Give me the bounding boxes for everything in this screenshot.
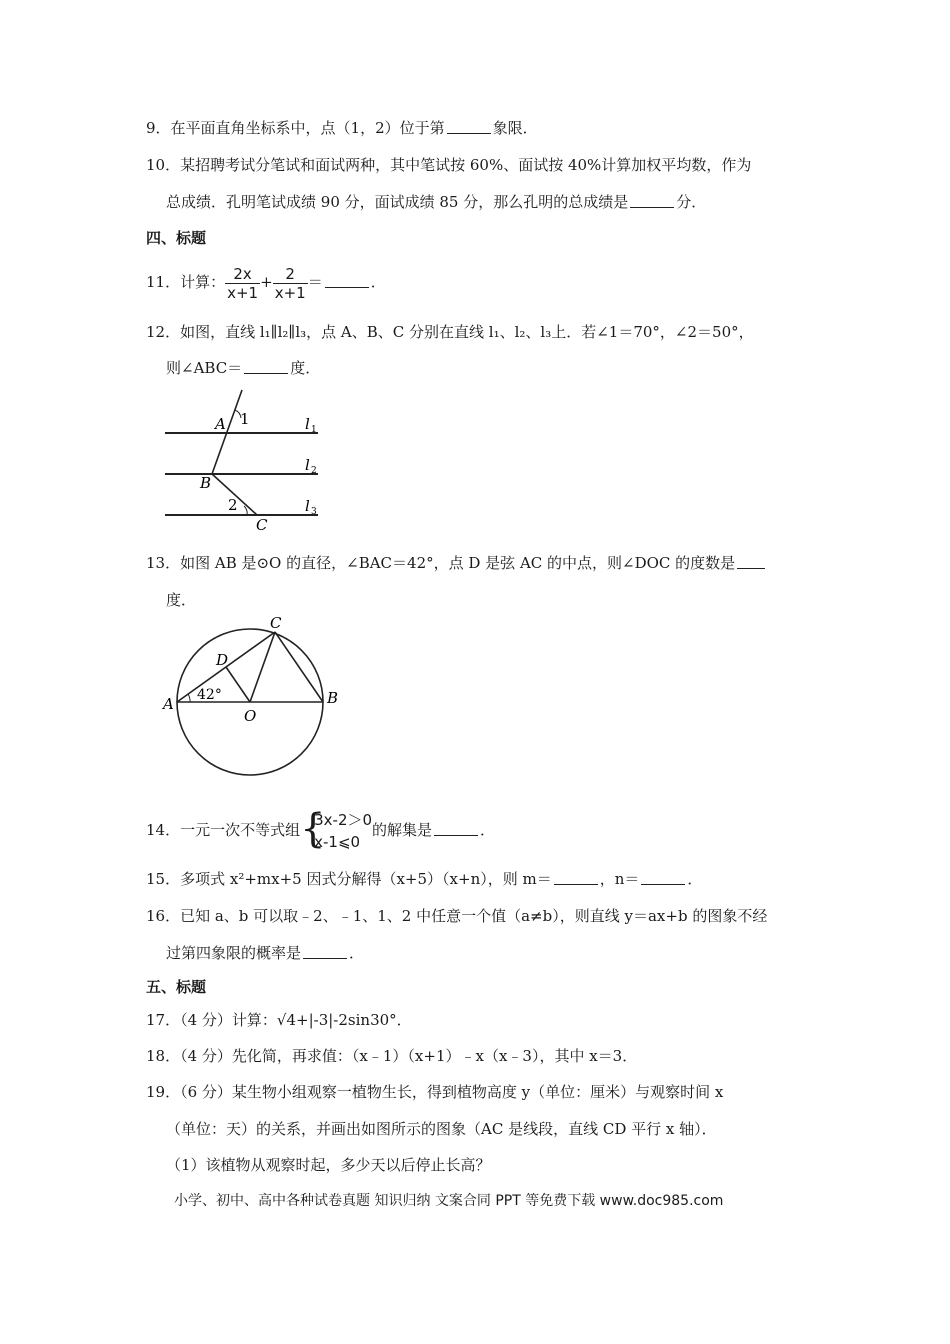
- inequality-2: x-1⩽0: [314, 833, 361, 851]
- question-text: ，n＝: [599, 870, 640, 888]
- answer-blank-n[interactable]: [641, 870, 685, 885]
- question-text: 已知 a、b 可以取﹣2、﹣1、1、2 中任意一个值（a≠b），则直线 y＝ax+b 的图象不经: [180, 907, 768, 925]
- point-d-label: D: [216, 651, 229, 669]
- question-10-line-2: [166, 192, 706, 212]
- line-l3-subscript: 3: [311, 507, 317, 517]
- question-15: [146, 869, 702, 889]
- question-number: 14．: [146, 821, 181, 839]
- question-13-line-2: [166, 590, 196, 610]
- question-text: 度．: [290, 359, 321, 377]
- question-text: 在平面直角坐标系中，点（1，2）位于第: [170, 119, 445, 137]
- section-heading: 五、标题: [146, 978, 207, 996]
- page-footer: 小学、初中、高中各种试卷真题 知识归纳 文案合同 PPT 等免费下载 www.doc985.com: [174, 1193, 724, 1209]
- question-text: 则∠ABC＝: [166, 359, 243, 377]
- line-l1-label: l: [305, 415, 310, 433]
- question-16: [146, 906, 767, 926]
- angle-1-label: 1: [240, 410, 250, 428]
- parallel-lines-figure: [160, 388, 340, 536]
- question-text: ．: [480, 821, 496, 839]
- line-l2-subscript: 2: [311, 466, 317, 476]
- point-c-label: C: [256, 516, 268, 534]
- answer-blank[interactable]: [244, 359, 288, 374]
- question-number: 19．: [146, 1083, 181, 1101]
- question-text: ．: [349, 944, 365, 962]
- point-o-label: O: [244, 707, 257, 725]
- question-text: 一元一次不等式组: [180, 821, 301, 839]
- question-number: 9．: [146, 119, 171, 137]
- angle-2-label: 2: [228, 496, 238, 514]
- question-18: [146, 1046, 637, 1066]
- question-number: 15．: [146, 870, 181, 888]
- question-16-line-2: [166, 943, 364, 963]
- question-number: 16．: [146, 907, 181, 925]
- segment-od: [226, 667, 250, 702]
- question-text: （4 分）先化简，再求值：（x﹣1）（x+1）﹣x（x﹣3），其中 x＝3．: [180, 1047, 638, 1065]
- answer-blank[interactable]: [325, 273, 369, 288]
- chord-cb: [275, 632, 323, 702]
- question-text: 总成绩．孔明笔试成绩 90 分，面试成绩 85 分，那么孔明的总成绩是: [166, 193, 629, 211]
- question-number: 12．: [146, 323, 181, 341]
- question-number: 13．: [146, 554, 181, 572]
- question-11: [146, 262, 386, 302]
- line-l3-label: l: [305, 497, 310, 515]
- question-17: [146, 1010, 412, 1030]
- question-number: 11．: [146, 273, 181, 291]
- question-text: （1）该植物从观察时起，多少天以后停止长高？: [166, 1156, 491, 1174]
- point-c-label: C: [270, 615, 282, 632]
- question-14: [146, 806, 495, 854]
- question-10: [146, 155, 751, 175]
- numerator: 2: [273, 265, 308, 284]
- angle-2-arc: [244, 506, 247, 515]
- answer-blank[interactable]: [630, 193, 674, 208]
- question-text: 的解集是: [372, 821, 433, 839]
- section-heading: 四、标题: [146, 229, 207, 247]
- left-brace: {: [300, 806, 326, 852]
- question-13: [146, 553, 767, 573]
- question-text: 象限．: [492, 119, 538, 137]
- answer-blank[interactable]: [447, 119, 491, 134]
- inequality-system: [300, 806, 373, 853]
- answer-blank[interactable]: [434, 821, 478, 836]
- question-text: 如图 AB 是⊙O 的直径，∠BAC＝42°，点 D 是弦 AC 的中点，则∠DOC 的度数是: [180, 554, 736, 572]
- question-text: 度．: [166, 591, 197, 609]
- question-text: ．: [370, 273, 386, 291]
- question-19-line-3: [166, 1155, 491, 1175]
- point-a-label: A: [215, 415, 226, 433]
- question-text: 计算：: [180, 273, 226, 291]
- numerator: 2x: [225, 265, 260, 284]
- question-text: （4 分）计算：√4+|-3|-2sin30°．: [180, 1011, 412, 1029]
- question-number: 10．: [146, 156, 181, 174]
- question-text: 多项式 x²+mx+5 因式分解得（x+5）（x+n），则 m＝: [180, 870, 552, 888]
- equals-sign: ＝: [307, 273, 323, 291]
- point-a-label: A: [163, 695, 174, 713]
- answer-blank-m[interactable]: [554, 870, 598, 885]
- angle-bac-arc: [188, 694, 190, 702]
- question-text: ．: [687, 870, 703, 888]
- point-b-label: B: [327, 689, 339, 707]
- question-text: （6 分）某生物小组观察一植物生长，得到植物高度 y（单位：厘米）与观察时间 x: [180, 1083, 724, 1101]
- question-text: 某招聘考试分笔试和面试两种，其中笔试按 60%、面试按 40%计算加权平均数，作为: [180, 156, 752, 174]
- question-12-line-2: [166, 358, 320, 378]
- line-l1-subscript: 1: [311, 425, 317, 435]
- question-19-line-2: [166, 1119, 717, 1139]
- circle-figure: [160, 615, 350, 785]
- question-text: 如图，直线 l₁∥l₂∥l₃，点 A、B、C 分别在直线 l₁、l₂、l₃上．若∠1＝70°，∠2＝50°，: [180, 323, 754, 341]
- question-19: [146, 1082, 723, 1102]
- question-12: [146, 322, 754, 342]
- question-number: 18．: [146, 1047, 181, 1065]
- question-9: [146, 118, 538, 138]
- question-text: （单位：天）的关系，并画出如图所示的图象（AC 是线段，直线 CD 平行 x 轴）．: [166, 1120, 717, 1138]
- fraction-1: [225, 265, 260, 302]
- plus-sign: +: [260, 273, 273, 291]
- segment-oc: [250, 632, 275, 702]
- answer-blank[interactable]: [737, 554, 765, 569]
- fraction-2: [273, 265, 308, 302]
- line-l2-label: l: [305, 456, 310, 474]
- denominator: x+1: [274, 283, 306, 302]
- inequality-1: 3x-2＞0: [314, 811, 373, 829]
- answer-blank[interactable]: [303, 944, 347, 959]
- denominator: x+1: [227, 283, 259, 302]
- angle-42-label: 42°: [197, 687, 222, 703]
- question-text: 过第四象限的概率是: [166, 944, 302, 962]
- point-b-label: B: [200, 474, 212, 492]
- question-number: 17．: [146, 1011, 181, 1029]
- question-text: 分．: [676, 193, 707, 211]
